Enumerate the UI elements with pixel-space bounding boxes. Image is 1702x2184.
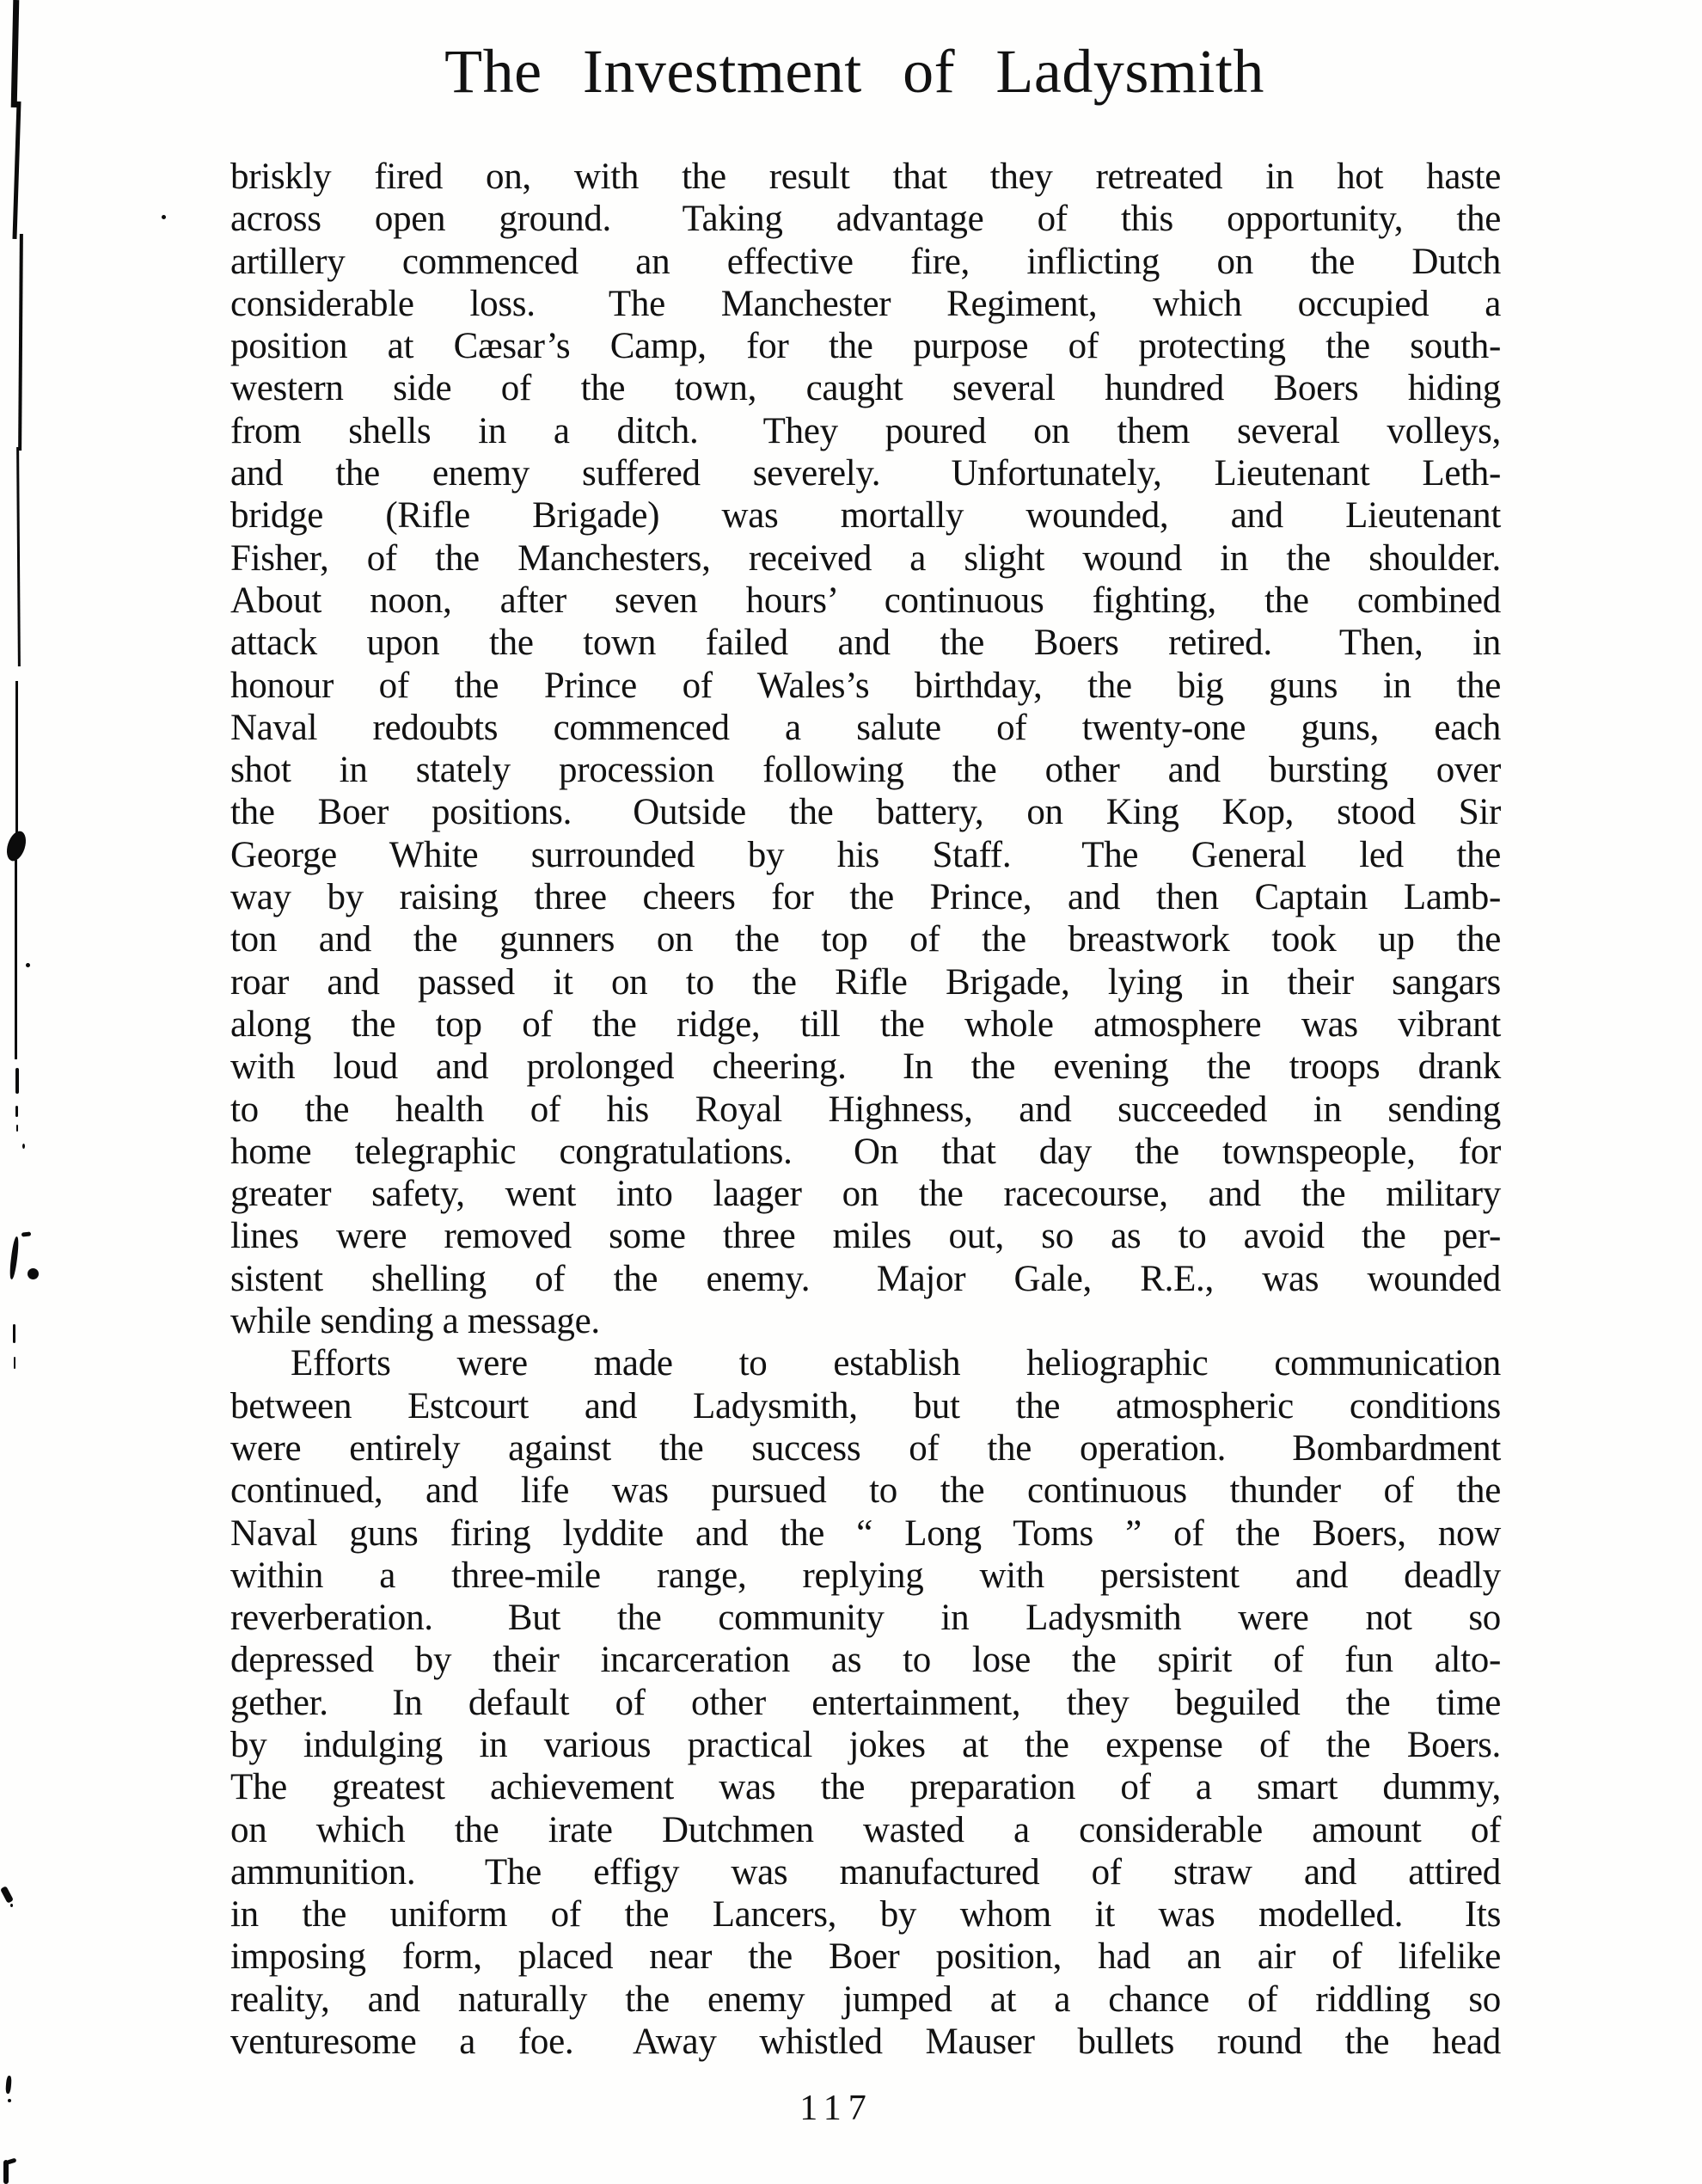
text-line: Fisher, of the Manchesters, received a slight wound in the shoulder.: [230, 537, 1501, 579]
scan-spine-line-segment: [18, 234, 23, 451]
scan-dash-mark: [21, 1231, 31, 1236]
text-line: George White surrounded by his Staff. The General led the: [230, 834, 1501, 875]
text-line: shot in stately procession following the other and bursting over: [230, 750, 1501, 791]
text-line: venturesome a foe. Away whistled Mauser bullets round the head: [230, 2021, 1501, 2063]
text-line: imposing form, placed near the Boer position, had an air of lifelike: [230, 1936, 1501, 1978]
scan-dash-mark: [14, 1357, 15, 1369]
text-line: with loud and prolonged cheering. In the evening the troops drank: [230, 1046, 1501, 1088]
scan-spine-line-segment: [12, 101, 21, 239]
scan-speck: [22, 1144, 25, 1149]
scan-dash-mark: [15, 1068, 19, 1094]
body-text: [230, 156, 1501, 2063]
text-line: in the uniform of the Lancers, by whom it was modelled. Its: [230, 1894, 1501, 1936]
text-line: honour of the Prince of Wales’s birthday, the big guns in the: [230, 665, 1501, 706]
scan-corner-mark: [6, 2157, 16, 2164]
text-line: within a three-mile range, replying with persistent and deadly: [230, 1555, 1501, 1596]
text-line: to the health of his Royal Highness, and succeeded in sending: [230, 1089, 1501, 1130]
text-line: reverberation. But the community in Ladysmith were not so: [230, 1598, 1501, 1639]
text-line: roar and passed it on to the Rifle Brigade, lying in their sangars: [230, 961, 1501, 1003]
scan-speck: [162, 215, 166, 219]
text-line: greater safety, went into laager on the racecourse, and the military: [230, 1174, 1501, 1215]
text-line: Naval guns firing lyddite and the “ Long Toms ” of the Boers, now: [230, 1512, 1501, 1554]
scan-spine-line-segment: [11, 0, 20, 107]
text-line: ammunition. The effigy was manufactured of straw and attired: [230, 1851, 1501, 1893]
text-line: reality, and naturally the enemy jumped at a chance of riddling so: [230, 1978, 1501, 2020]
text-line: ton and the gunners on the top of the breastwork took up the: [230, 919, 1501, 960]
scan-spine-line-segment: [16, 447, 21, 666]
text-line: depressed by their incarceration as to lose the spirit of fun alto-: [230, 1640, 1501, 1681]
scan-comma-mark: [5, 2076, 12, 2094]
text-line: briskly fired on, with the result that they retreated in hot haste: [230, 156, 1501, 197]
text-line: from shells in a ditch. They poured on them several volleys,: [230, 410, 1501, 451]
text-line: way by raising three cheers for the Prince, and then Captain Lamb-: [230, 877, 1501, 918]
text-line: attack upon the town failed and the Boers retired. Then, in: [230, 623, 1501, 664]
scan-dash-mark: [15, 1106, 18, 1117]
text-line: considerable loss. The Manchester Regiment, which occupied a: [230, 283, 1501, 324]
text-line: and the enemy suffered severely. Unfortunately, Lieutenant Leth-: [230, 453, 1501, 494]
text-line: position at Cæsar’s Camp, for the purpose of protecting the south-: [230, 326, 1501, 367]
scan-dash-mark: [16, 1125, 18, 1132]
scan-dash-mark: [13, 1324, 15, 1343]
text-line: artillery commenced an effective fire, inflicting on the Dutch: [230, 241, 1501, 282]
text-line: lines were removed some three miles out, so as to avoid the per-: [230, 1216, 1501, 1257]
text-line: home telegraphic congratulations. On that day the townspeople, for: [230, 1131, 1501, 1172]
scan-speck: [26, 963, 30, 967]
text-line: Naval redoubts commenced a salute of twenty-one guns, each: [230, 707, 1501, 748]
scan-bullet-mark: [28, 1268, 39, 1279]
scan-spine-line-segment: [15, 681, 18, 846]
text-line: Efforts were made to establish heliographic communication: [291, 1343, 1501, 1384]
text-line: by indulging in various practical jokes at the expense of the Boers.: [230, 1724, 1501, 1765]
text-line: the Boer positions. Outside the battery, on King Kop, stood Sir: [230, 792, 1501, 833]
scan-paren-mark: [9, 1236, 20, 1279]
text-line: The greatest achievement was the preparation of a smart dummy,: [230, 1767, 1501, 1808]
text-line: on which the irate Dutchmen wasted a considerable amount of: [230, 1809, 1501, 1850]
text-line: across open ground. Taking advantage of this opportunity, the: [230, 199, 1501, 240]
text-line: western side of the town, caught several hundred Boers hiding: [230, 368, 1501, 409]
page-number: 117: [799, 2089, 873, 2128]
text-line: About noon, after seven hours’ continuous fighting, the combined: [230, 580, 1501, 621]
text-line: between Estcourt and Ladysmith, but the atmospheric conditions: [230, 1385, 1501, 1426]
text-line: along the top of the ridge, till the whole atmosphere was vibrant: [230, 1003, 1501, 1045]
text-line: sistent shelling of the enemy. Major Gale, R.E., was wounded: [230, 1258, 1501, 1299]
text-line: while sending a message.: [230, 1301, 600, 1342]
text-line: continued, and life was pursued to the continuous thunder of the: [230, 1470, 1501, 1512]
text-line: bridge (Rifle Brigade) was mortally wounded, and Lieutenant: [230, 495, 1501, 537]
text-line: were entirely against the success of the operation. Bombardment: [230, 1427, 1501, 1469]
scan-tick-mark: [0, 1886, 14, 1904]
scan-speck: [8, 2099, 11, 2102]
page-title: The Investment of Ladysmith: [444, 37, 1264, 106]
scan-speck: [10, 1904, 13, 1907]
scan-spine-line-segment: [15, 860, 17, 1059]
scan-ink-knot: [3, 829, 29, 863]
text-line: gether. In default of other entertainment, they beguiled the time: [230, 1682, 1501, 1723]
